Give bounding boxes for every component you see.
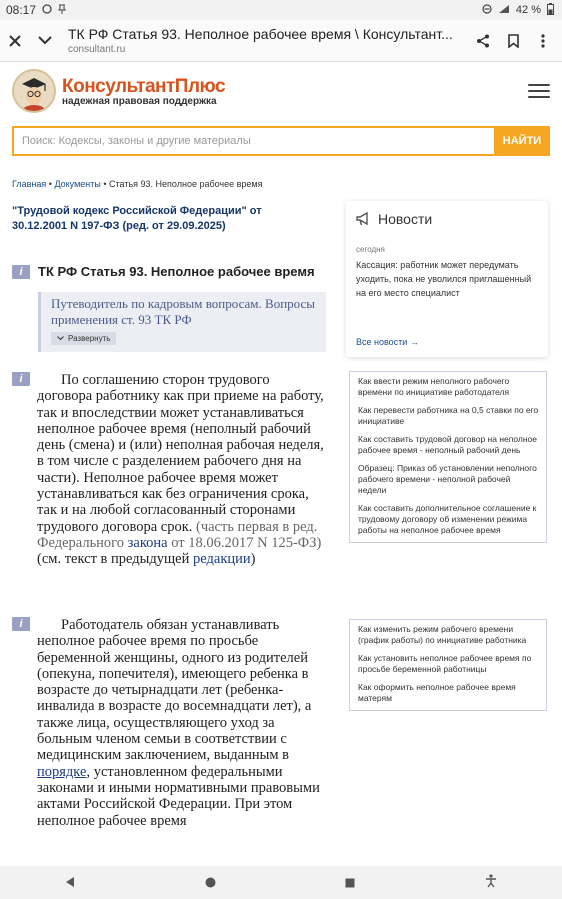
pin-icon bbox=[58, 3, 66, 17]
collapse-button[interactable] bbox=[30, 26, 60, 56]
revision-link[interactable]: редакции bbox=[193, 551, 251, 568]
breadcrumb-home[interactable]: Главная bbox=[12, 179, 47, 189]
related-links-1 bbox=[349, 371, 547, 543]
all-news-link[interactable]: Все новости → bbox=[356, 337, 419, 347]
dnd-icon bbox=[482, 4, 492, 17]
status-time: 08:17 bbox=[6, 3, 37, 17]
info-icon[interactable]: i bbox=[12, 617, 30, 631]
expand-label: Развернуть bbox=[68, 334, 111, 343]
search-input[interactable] bbox=[12, 126, 494, 156]
law-link[interactable]: закона bbox=[127, 534, 168, 551]
breadcrumb-current: Статья 93. Неполное рабочее время bbox=[109, 179, 263, 189]
browser-title-area[interactable] bbox=[60, 26, 468, 55]
news-item-link[interactable]: Кассация: работник может передумать уходить, пока не уволился приглашенный на его место специалист bbox=[356, 260, 532, 298]
notification-icon bbox=[42, 3, 52, 17]
paragraph-2: Работодатель обязан устанавливать неполное рабочее время по просьбе беременной женщины, одного из родителей (опекуна, попечителя), имеющего ребенка в возрасте до четырнадцати лет (ребенка-инвалида в возрасте до восемнадцати лет), а также лица, осуществляющего уход за больным членом семьи в соответствии с медицинским заключением, выданным в порядке, установленном федеральными законами и иными нормативными правовыми актами Российской Федерации. При этом неполное рабочее время bbox=[37, 617, 320, 829]
breadcrumb-separator: • bbox=[48, 179, 55, 189]
back-icon[interactable] bbox=[65, 875, 75, 891]
more-menu-button[interactable] bbox=[528, 26, 558, 56]
expand-button[interactable] bbox=[51, 332, 116, 345]
related-link[interactable]: Как ввести режим неполного рабочего времени по инициативе работодателя bbox=[358, 376, 510, 397]
procedure-link[interactable]: порядке bbox=[37, 763, 87, 780]
chevron-down-icon bbox=[38, 36, 52, 45]
chevron-down-icon bbox=[57, 336, 64, 341]
signal-icon bbox=[498, 4, 510, 17]
breadcrumb-separator: • bbox=[103, 179, 110, 189]
info-icon[interactable]: i bbox=[12, 372, 30, 386]
related-link[interactable]: Как установить неполное рабочее время по просьбе беременной работницы bbox=[358, 653, 532, 674]
related-link[interactable]: Как составить трудовой договор на неполное рабочее время - неполный рабочий день bbox=[358, 434, 538, 455]
search-bar bbox=[12, 126, 550, 156]
guide-block bbox=[38, 292, 326, 352]
article-heading bbox=[12, 264, 315, 279]
battery-text: 42 % bbox=[515, 4, 541, 16]
battery-icon bbox=[547, 3, 554, 18]
browser-toolbar bbox=[0, 20, 562, 62]
related-link[interactable]: Как оформить неполное рабочее время матерям bbox=[358, 682, 516, 703]
brand-name: КонсультантПлюс bbox=[62, 75, 226, 97]
guide-link[interactable]: Путеводитель по кадровым вопросам. Вопросы применения ст. 93 ТК РФ bbox=[51, 296, 315, 327]
megaphone-icon bbox=[356, 212, 372, 226]
accessibility-icon[interactable] bbox=[485, 874, 497, 891]
law-title-link[interactable]: "Трудовой кодекс Российской Федерации" от 30.12.2001 N 197-ФЗ (ред. от 29.09.2025) bbox=[12, 205, 262, 232]
bookmark-icon bbox=[508, 34, 519, 48]
news-title: Новости bbox=[378, 211, 433, 227]
system-nav-bar bbox=[0, 866, 562, 899]
related-links-2 bbox=[349, 619, 547, 711]
related-link[interactable]: Как изменить режим рабочего времени (график работы) по инициативе работника bbox=[358, 624, 527, 645]
site-header bbox=[0, 62, 562, 120]
page-title-text: ТК РФ Статья 93. Неполное рабочее время \ Консультант... bbox=[68, 26, 453, 42]
related-link[interactable]: Как составить дополнительное соглашение к трудовому договору об изменении режима работы на неполное рабочее время bbox=[358, 503, 537, 535]
related-link[interactable]: Как перевести работника на 0,5 ставки по его инициативе bbox=[358, 405, 539, 426]
share-icon bbox=[476, 34, 490, 48]
bookmark-button[interactable] bbox=[498, 26, 528, 56]
search-button[interactable]: НАЙТИ bbox=[494, 126, 550, 156]
more-vertical-icon bbox=[541, 34, 545, 48]
status-bar bbox=[0, 0, 562, 20]
share-button[interactable] bbox=[468, 26, 498, 56]
logo-icon[interactable] bbox=[12, 69, 56, 113]
news-widget bbox=[346, 201, 548, 357]
close-tab-button[interactable] bbox=[0, 26, 30, 56]
paragraph-1-text: По соглашению сторон трудового договора работнику как при приеме на работу, так и впоследствии может устанавливаться неполное рабочее время (неполный рабочий день (смена) и (или) неполная рабочая неделя, в том числе с разделением рабочего дня на части). Неполное рабочее время может устанавливаться как без ограничения срока, так и на любой согласованный сторонами трудового договора срок. bbox=[37, 372, 324, 535]
paragraph-1-note: (часть первая в ред. Федерального закона от 18.06.2017 N 125-ФЗ) bbox=[37, 518, 322, 551]
brand-tagline: надежная правовая поддержка bbox=[62, 95, 217, 107]
article-title: ТК РФ Статья 93. Неполное рабочее время bbox=[38, 264, 315, 279]
home-icon[interactable] bbox=[205, 875, 216, 891]
breadcrumb bbox=[12, 179, 263, 189]
paragraph-1-see: (см. текст в предыдущей редакции) bbox=[37, 551, 256, 568]
breadcrumb-documents[interactable]: Документы bbox=[54, 179, 101, 189]
close-icon bbox=[9, 35, 21, 47]
menu-icon[interactable] bbox=[528, 84, 550, 98]
info-icon[interactable]: i bbox=[12, 265, 30, 279]
related-link[interactable]: Образец: Приказ об установлении неполного рабочего времени - неполной рабочей недели bbox=[358, 463, 537, 495]
news-date: сегодня bbox=[356, 245, 385, 254]
paragraph-1 bbox=[37, 372, 325, 568]
page-url: consultant.ru bbox=[68, 44, 126, 55]
brand[interactable] bbox=[62, 76, 225, 107]
recents-icon[interactable] bbox=[345, 875, 355, 891]
